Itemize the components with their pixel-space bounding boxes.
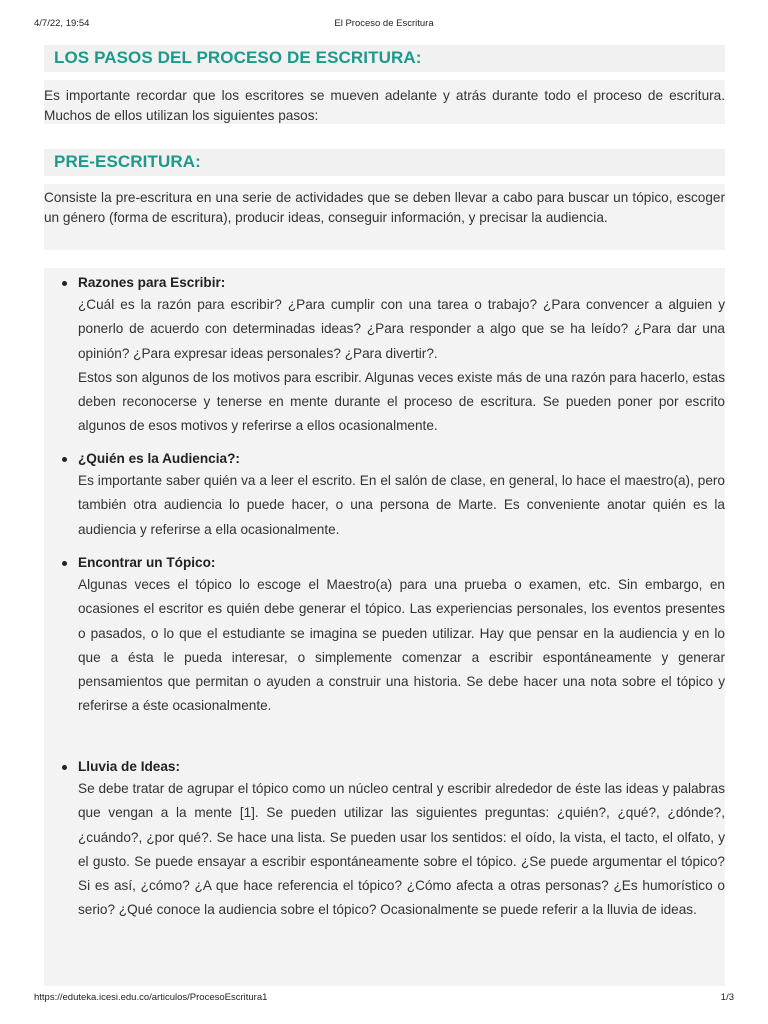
bullet-icon [62,457,67,462]
item-body: Algunas veces el tópico lo escoge el Maestro(a) para una prueba o examen, etc. Sin embargo, en ocasiones el escritor es quién debe generar el tópico. Las experiencias personales, los eventos presentes o pasados, o lo que el estudiante se imagina se pueden utilizar. Hay que pensar en la audiencia y en lo que a ésta le pueda interesar, o simplemente comenzar a escribir espontáneamente y generar pensamientos que permitan o ayuden a construir una historia. Se debe hacer una nota sobre el tópico y referirse a éste ocasionalmente. [78,577,725,714]
item-title: Lluvia de Ideas: [78,759,180,774]
pre-escritura-paragraph: Consiste la pre-escritura en una serie de actividades que se deben llevar a cabo para buscar un tópico, escoger un género (forma de escritura), producir ideas, conseguir información, y precisar la audiencia. [44,190,725,225]
bullet-icon [62,765,67,770]
item-body: Es importante saber quién va a leer el escrito. En el salón de clase, en general, lo hace el maestro(a), pero también otra audiencia lo puede hacer, o una persona de Marte. Es conveniente anotar quién es la audiencia y referirse a ella ocasionalmente. [78,473,725,537]
print-footer [34,992,734,1006]
section-heading-text: PRE-ESCRITURA: [54,152,201,171]
page-number: 1/3 [720,992,734,1003]
print-datetime: 4/7/22, 19:54 [34,18,90,29]
print-url: https://eduteka.icesi.edu.co/articulos/ProcesoEscritura1 [34,992,268,1003]
item-title: ¿Quién es la Audiencia?: [78,451,240,466]
item-title: Encontrar un Tópico: [78,555,216,570]
section-heading-text: LOS PASOS DEL PROCESO DE ESCRITURA: [54,48,422,67]
item-title: Razones para Escribir: [78,275,226,290]
print-header [34,18,734,32]
bullet-icon [62,281,67,286]
intro-paragraph: Es importante recordar que los escritores se mueven adelante y atrás durante todo el proceso de escritura. Muchos de ellos utilizan los siguientes pasos: [44,88,725,123]
bullet-icon [62,561,67,566]
item-body [78,293,725,439]
item-body-text: ¿Cuál es la razón para escribir? ¿Para cumplir con una tarea o trabajo? ¿Para convencer a alguien y ponerlo de acuerdo con determinadas ideas? ¿Para responder a algo que se ha leído? ¿Para dar una opinión? ¿Para expresar ideas personales? ¿Para divertir?. [78,297,725,361]
steps-list [44,268,725,986]
item-body-text-2: Estos son algunos de los motivos para escribir. Algunas veces existe más de una razón para hacerlo, estas deben reconocerse y tenerse en mente durante el proceso de escritura. Se pueden poner por escrito algunos de esos motivos y referirse a ellos ocasionalmente. [78,369,725,434]
section-heading-pasos [44,45,725,72]
section-heading-pre-escritura [44,149,725,176]
item-body: Se debe tratar de agrupar el tópico como un núcleo central y escribir alrededor de éste las ideas y palabras que vengan a la mente [1]. Se pueden utilizar las siguientes preguntas: ¿quién?, ¿qué?, ¿dónde?, ¿cuándo?, ¿por qué?. Se hace una lista. Se pueden usar los sentidos: el oído, la vista, el tacto, el olfato, y el gusto. Se puede ensayar a escribir espontáneamente sobre el tópico. ¿Se puede argumentar el tópico? Si es así, ¿cómo? ¿A que hace referencia el tópico? ¿Cómo afecta a otras personas? ¿Es humorístico o serio? ¿Qué conoce la audiencia sobre el tópico? Ocasionalmente se puede referir a la lluvia de ideas. [78,781,725,918]
print-page-title: El Proceso de Escritura [334,18,434,29]
